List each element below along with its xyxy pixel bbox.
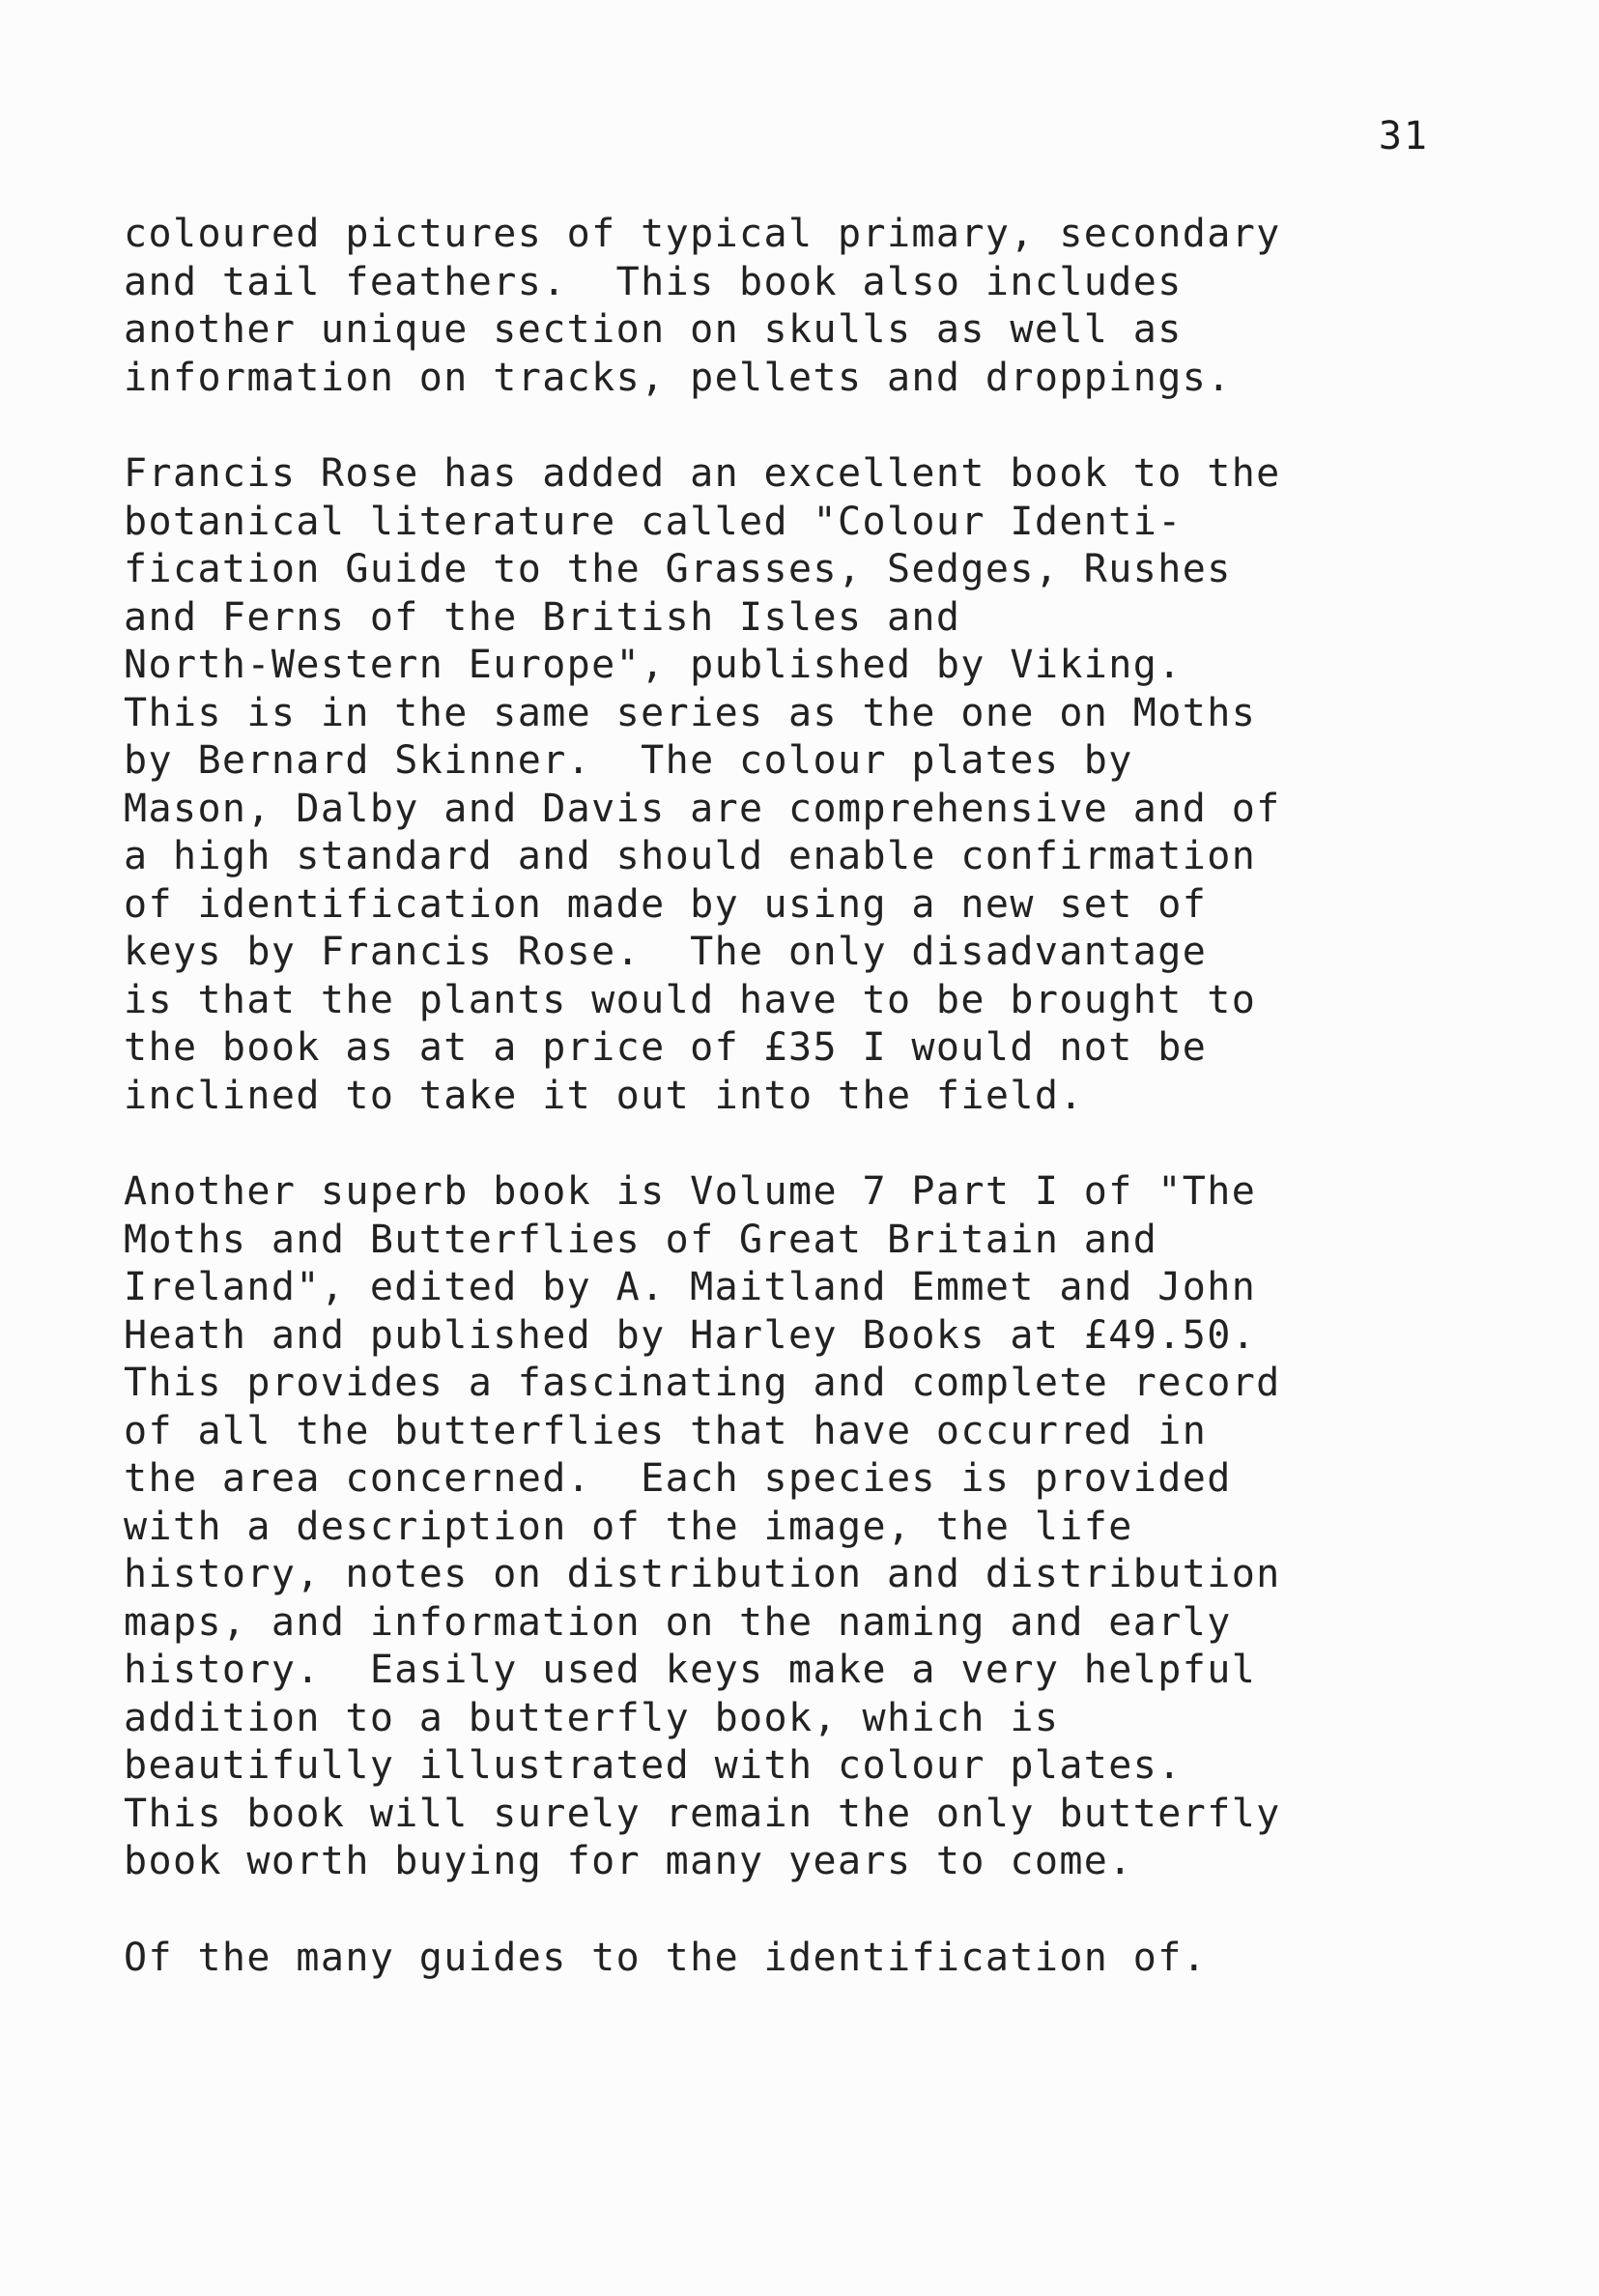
text-line: is that the plants would have to be brought to xyxy=(124,977,1257,1022)
text-line: maps, and information on the naming and early xyxy=(124,1599,1232,1645)
page-body xyxy=(124,211,1496,2030)
text-line: information on tracks, pellets and droppings. xyxy=(124,355,1232,400)
text-line: Moths and Butterflies of Great Britain and xyxy=(124,1217,1158,1262)
paragraph-moths-butterflies xyxy=(124,1168,1496,1886)
text-line: book worth buying for many years to come. xyxy=(124,1839,1133,1883)
text-line: coloured pictures of typical primary, secondary xyxy=(124,212,1281,256)
text-line: and tail feathers. This book also includes xyxy=(124,259,1183,304)
text-line: a high standard and should enable confirmation xyxy=(124,834,1257,878)
text-line: with a description of the image, the life xyxy=(124,1504,1133,1549)
paragraph-feathers xyxy=(124,211,1496,402)
text-line: the area concerned. Each species is provided xyxy=(124,1456,1232,1501)
text-line: by Bernard Skinner. The colour plates by xyxy=(124,738,1133,783)
text-line: addition to a butterfly book, which is xyxy=(124,1695,1060,1740)
text-line: botanical literature called "Colour Identi- xyxy=(124,499,1183,544)
text-line: history. Easily used keys make a very helpful xyxy=(124,1648,1257,1692)
text-line: This is in the same series as the one on Moths xyxy=(124,690,1257,735)
text-line: Of the many guides to the identification of. xyxy=(124,1935,1208,1980)
text-line: history, notes on distribution and distribution xyxy=(124,1552,1281,1596)
text-line: and Ferns of the British Isles and xyxy=(124,594,961,640)
text-line: another unique section on skulls as well as xyxy=(124,307,1183,352)
paragraph-francis-rose xyxy=(124,450,1496,1120)
text-line: of all the butterflies that have occurred in xyxy=(124,1408,1208,1453)
text-line: This provides a fascinating and complete record xyxy=(124,1361,1281,1405)
text-line: beautifully illustrated with colour plates. xyxy=(124,1743,1183,1788)
text-line: keys by Francis Rose. The only disadvantage xyxy=(124,930,1208,974)
text-line: North-Western Europe", published by Viking. xyxy=(124,643,1183,687)
paragraph-guides xyxy=(124,1935,1496,1983)
text-line: fication Guide to the Grasses, Sedges, Rushes xyxy=(124,547,1232,591)
text-line: Another superb book is Volume 7 Part I of "The xyxy=(124,1169,1257,1214)
text-line: Mason, Dalby and Davis are comprehensive and of xyxy=(124,786,1281,831)
text-line: Francis Rose has added an excellent book to the xyxy=(124,451,1281,496)
text-line: the book as at a price of £35 I would not be xyxy=(124,1025,1208,1070)
page-number: 31 xyxy=(1378,114,1429,158)
text-line: This book will surely remain the only butterfly xyxy=(124,1791,1281,1836)
text-line: of identification made by using a new set of xyxy=(124,881,1208,927)
text-line: Heath and published by Harley Books at £49.50. xyxy=(124,1312,1257,1358)
text-line: Ireland", edited by A. Maitland Emmet and John xyxy=(124,1265,1257,1309)
text-line: inclined to take it out into the field. xyxy=(124,1073,1084,1118)
